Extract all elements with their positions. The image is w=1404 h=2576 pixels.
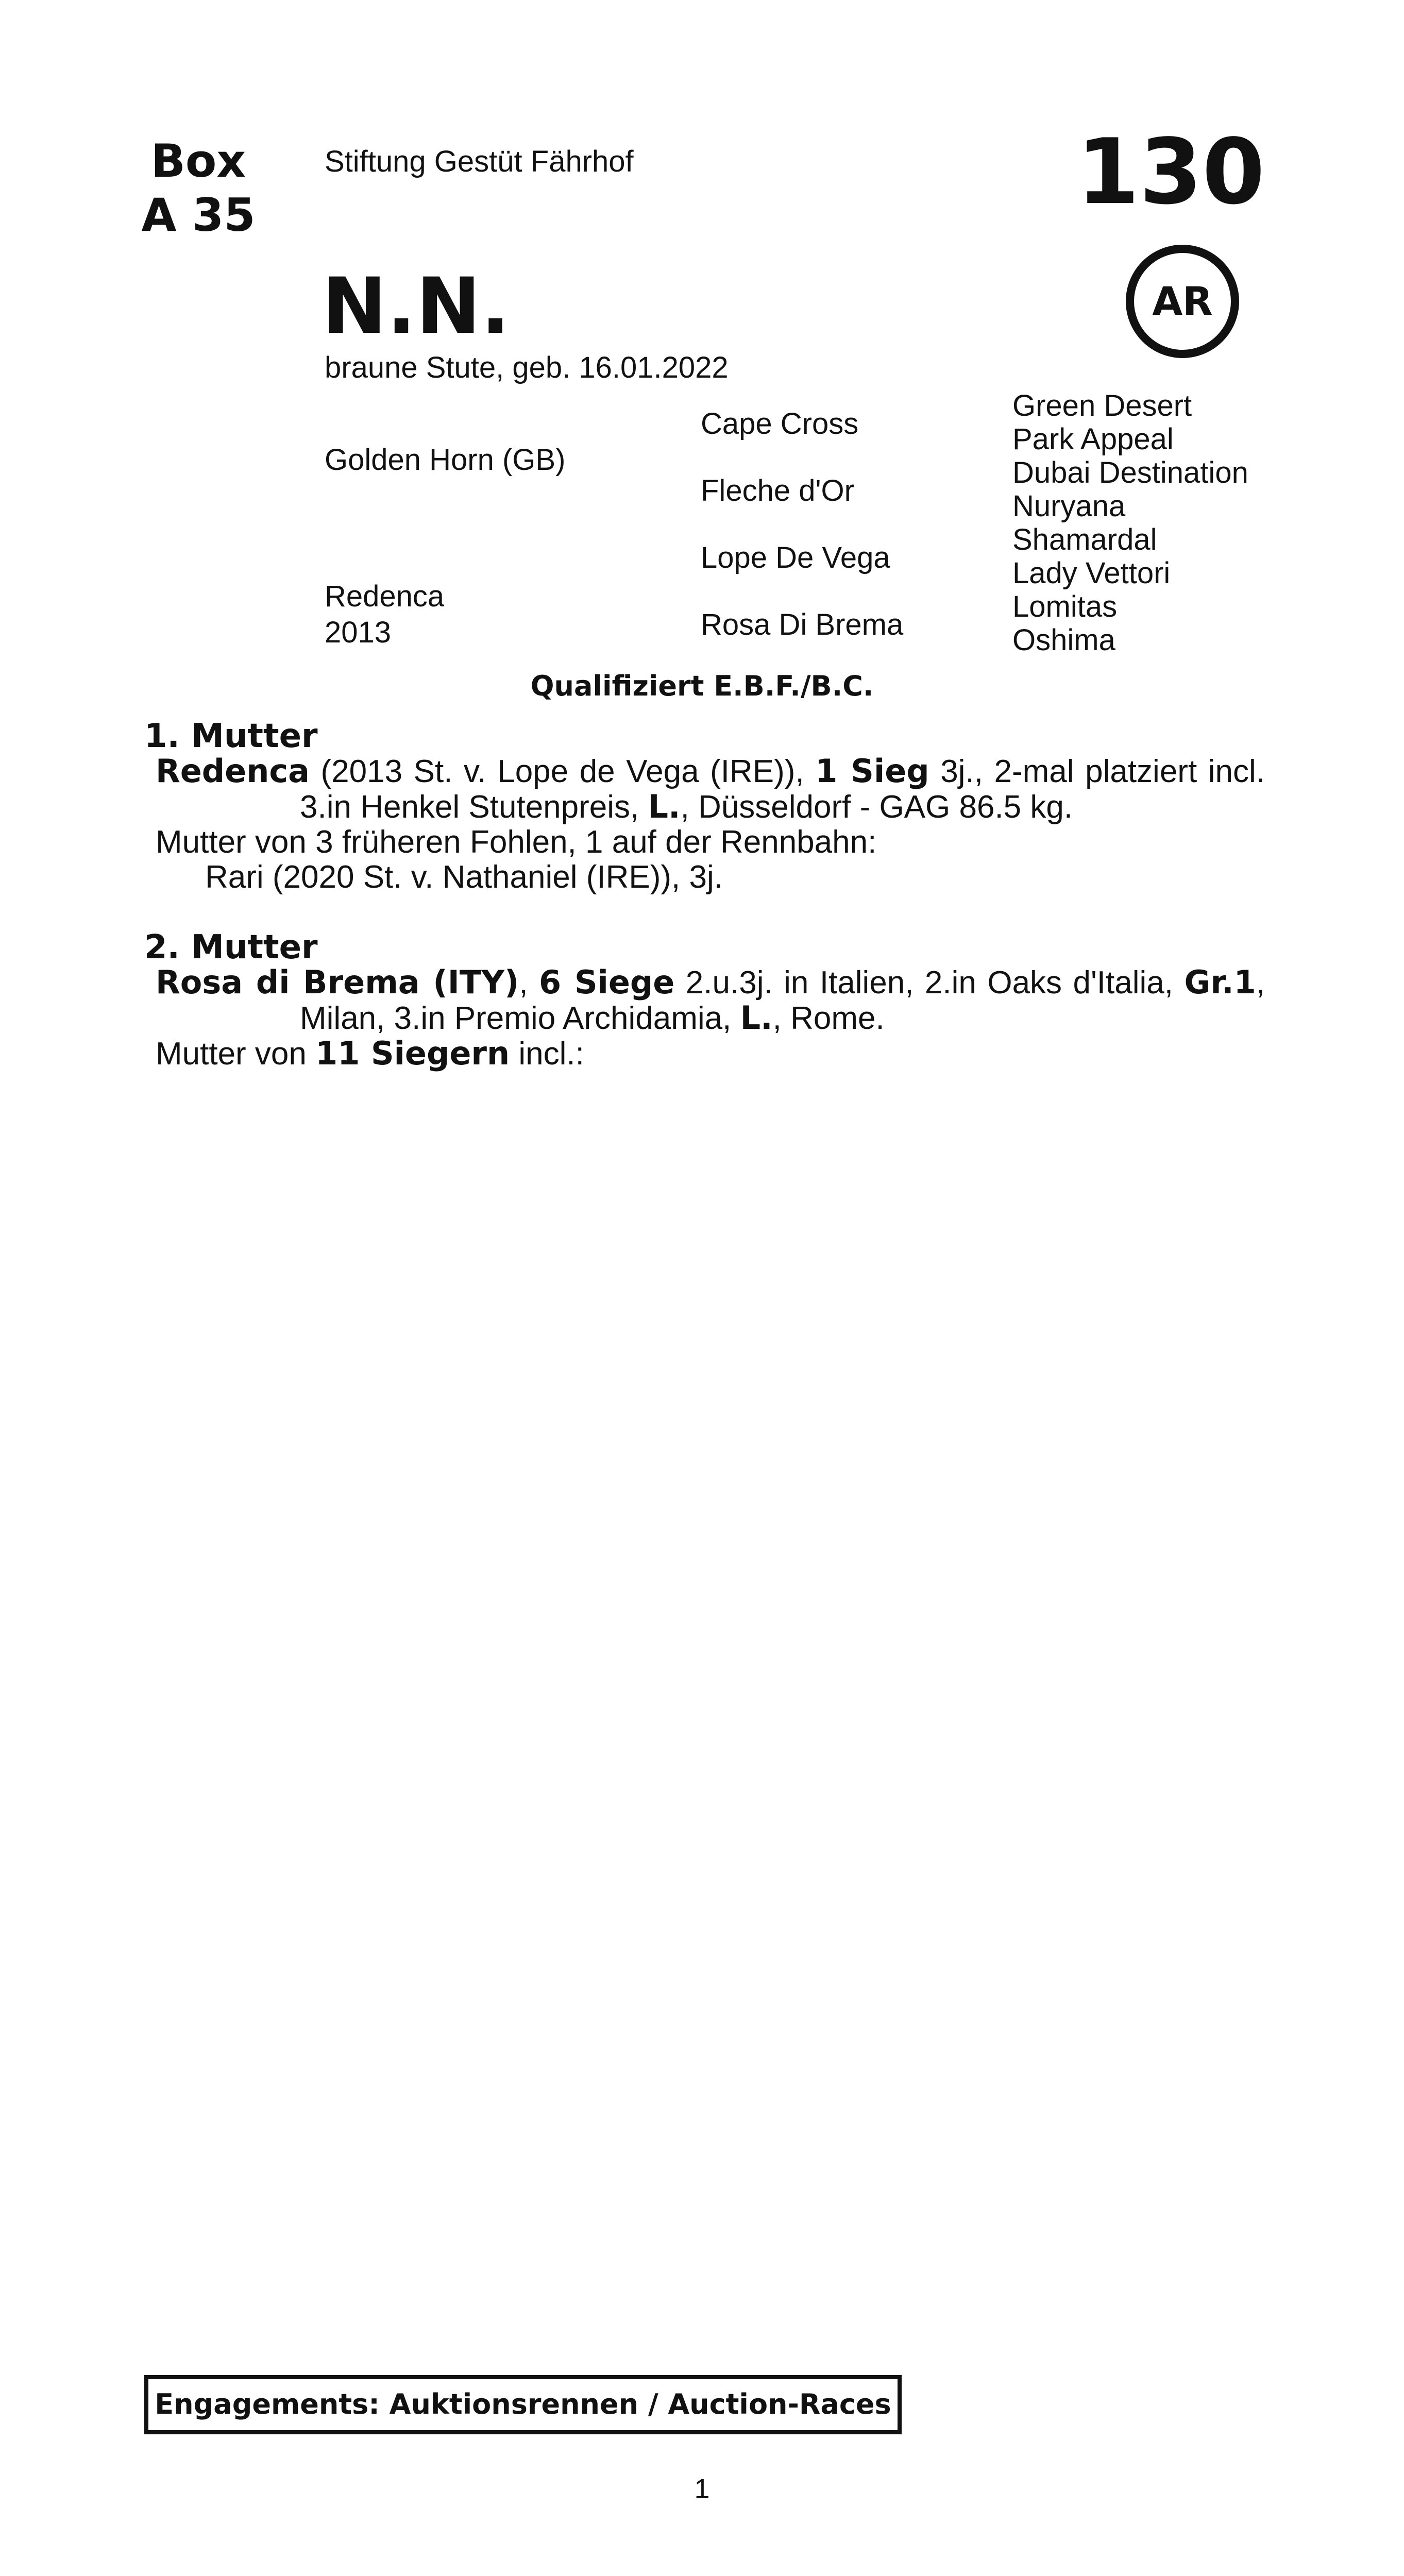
second-dam-heading: 2. Mutter: [144, 928, 318, 967]
pedigree-sire-dam: Fleche d'Or: [701, 474, 854, 507]
horse-name: N.N.: [322, 262, 511, 351]
pedigree-ggp: Green Desert: [1012, 389, 1192, 422]
catalog-number: 130: [1076, 120, 1265, 225]
qualification: Qualifiziert E.B.F./B.C.: [530, 670, 874, 702]
pedigree-sire: Golden Horn (GB): [325, 443, 566, 477]
pedigree-ggp: Lomitas: [1012, 590, 1118, 623]
second-dam-section: [144, 930, 1265, 1072]
pedigree-dam-sire: Lope De Vega: [701, 541, 890, 574]
pedigree-ggp: Shamardal: [1012, 523, 1157, 556]
pedigree-ggp: Park Appeal: [1012, 422, 1174, 456]
box-label-line1: Box: [150, 134, 246, 188]
first-dam-foal: Rari (2020 St. v. Nathaniel (IRE)), 3j.: [205, 859, 723, 895]
pedigree-ggp: Lady Vettori: [1012, 556, 1171, 590]
second-dam-produce: Mutter von 11 Siegern incl.:: [156, 1035, 584, 1072]
first-dam-name: Redenca: [156, 752, 310, 790]
pedigree-dam-dam: Rosa Di Brema: [701, 608, 904, 641]
first-dam-record: Redenca (2013 St. v. Lope de Vega (IRE)), 1 Sieg 3j., 2-mal platziert incl. 3.in Henkel Stutenpreis, L., Düsseldorf - GAG 86.5 kg.: [156, 752, 1265, 825]
pedigree-dam-year: 2013: [325, 616, 392, 649]
first-dam-heading: 1. Mutter: [144, 717, 318, 755]
first-dam-produce: Mutter von 3 früheren Fohlen, 1 auf der Rennbahn:: [156, 824, 877, 860]
engagements-box: Engagements: Auktionsrennen / Auction-Races: [144, 2375, 902, 2434]
pedigree-great-grandparents: [1012, 389, 1248, 657]
pedigree-ggp: Oshima: [1012, 623, 1115, 657]
page-number: 1: [694, 2473, 710, 2504]
box-label-line2: A 35: [141, 189, 256, 242]
owner: Stiftung Gestüt Fährhof: [325, 145, 634, 178]
pedigree-ggp: Nuryana: [1012, 489, 1126, 523]
pedigree-dam: Redenca: [325, 580, 445, 613]
pedigree-sire-sire: Cape Cross: [701, 407, 859, 440]
horse-description: braune Stute, geb. 16.01.2022: [325, 351, 729, 384]
second-dam-name: Rosa di Brema (ITY): [156, 963, 519, 1001]
second-dam-record: Rosa di Brema (ITY), 6 Siege 2.u.3j. in Italien, 2.in Oaks d'Italia, Gr.1, Milan, 3.in Premio Archidamia, L., Rome.: [156, 963, 1265, 1037]
box-label: [131, 134, 265, 242]
first-dam-section: [144, 719, 1265, 895]
pedigree-ggp: Dubai Destination: [1012, 456, 1248, 489]
ar-badge: AR: [1126, 245, 1239, 358]
